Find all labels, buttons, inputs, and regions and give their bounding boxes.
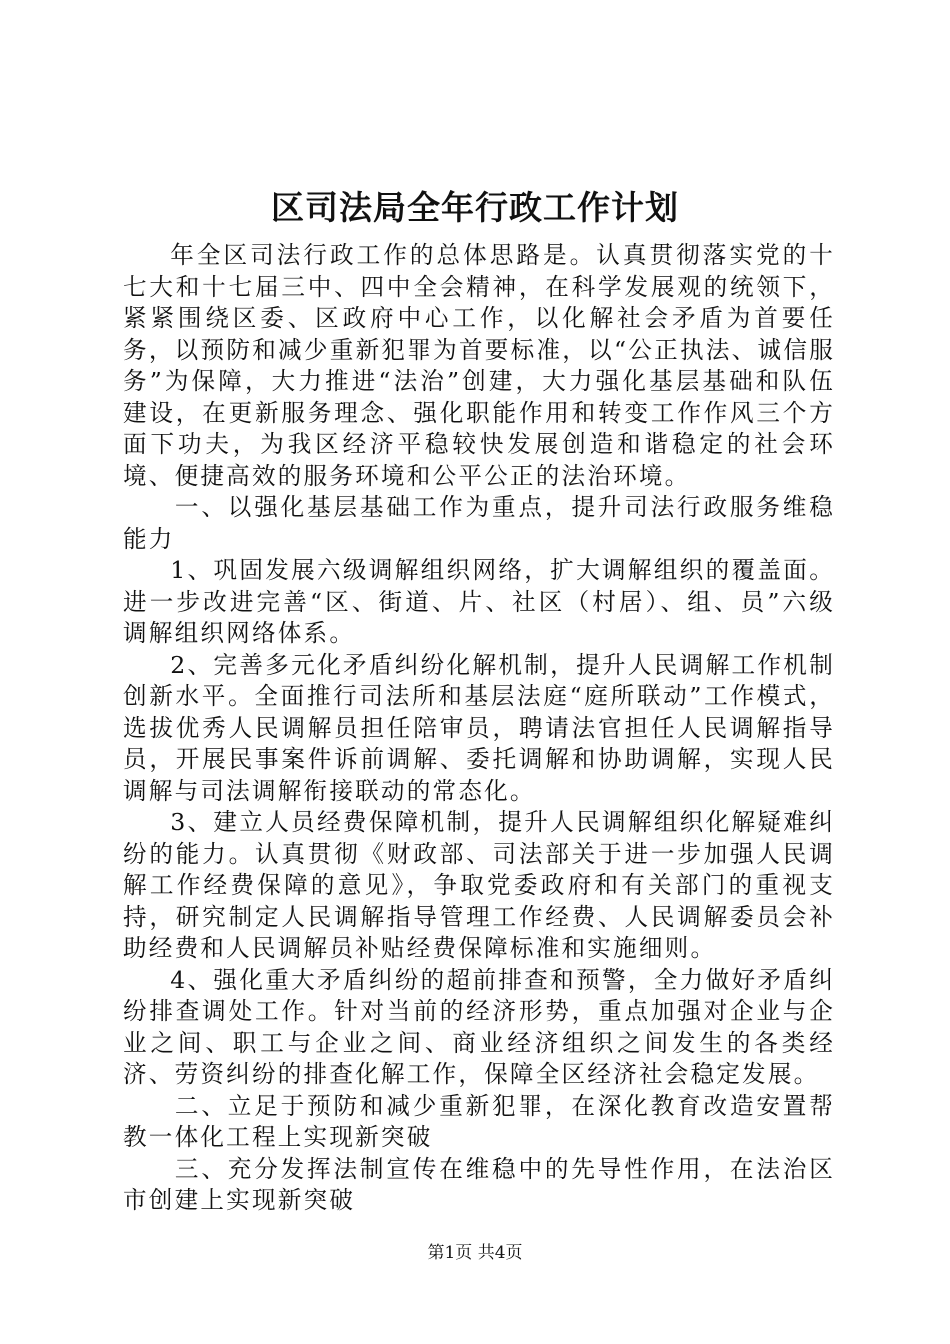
page-footer: 第1页 共4页 <box>427 1243 523 1263</box>
section-heading-3: 三、充分发挥法制宣传在维稳中的先导性作用，在法治区市创建上实现新突破 <box>123 1154 835 1214</box>
item-paragraph-1: 1、巩固发展六级调解组织网络，扩大调解组织的覆盖面。进一步改进完善“区、街道、片、社区（村居）、组、员”六级调解组织网络体系。 <box>123 556 835 647</box>
section-heading-2: 二、立足于预防和减少重新犯罪，在深化教育改造安置帮教一体化工程上实现新突破 <box>123 1091 835 1151</box>
item-paragraph-2: 2、完善多元化矛盾纠纷化解机制，提升人民调解工作机制创新水平。全面推行司法所和基层法庭“庭所联动”工作模式，选拔优秀人民调解员担任陪审员，聘请法官担任人民调解指导员，开展民事案件诉前调解、委托调解和协助调解，实现人民调解与司法调解衔接联动的常态化。 <box>123 650 835 805</box>
document-body <box>123 240 835 1217</box>
intro-paragraph: 年全区司法行政工作的总体思路是。认真贯彻落实党的十七大和十七届三中、四中全会精神，在科学发展观的统领下，紧紧围绕区委、区政府中心工作，以化解社会矛盾为首要任务，以预防和减少重新犯罪为首要标准，以“公正执法、诚信服务”为保障，大力推进“法治”创建，大力强化基层基础和队伍建设，在更新服务理念、强化职能作用和转变工作作风三个方面下功夫，为我区经济平稳较快发展创造和谐稳定的社会环境、便捷高效的服务环境和公平公正的法治环境。 <box>123 241 835 490</box>
document-title: 区司法局全年行政工作计划 <box>271 188 679 227</box>
item-paragraph-4: 4、强化重大矛盾纠纷的超前排查和预警，全力做好矛盾纠纷排查调处工作。针对当前的经济形势，重点加强对企业与企业之间、职工与企业之间、商业经济组织之间发生的各类经济、劳资纠纷的排查化解工作，保障全区经济社会稳定发展。 <box>123 965 835 1088</box>
item-paragraph-3: 3、建立人员经费保障机制，提升人民调解组织化解疑难纠纷的能力。认真贯彻《财政部、司法部关于进一步加强人民调解工作经费保障的意见》，争取党委政府和有关部门的重视支持，研究制定人民调解指导管理工作经费、人民调解委员会补助经费和人民调解员补贴经费保障标准和实施细则。 <box>123 808 835 962</box>
section-heading-1: 一、以强化基层基础工作为重点，提升司法行政服务维稳能力 <box>123 493 835 553</box>
